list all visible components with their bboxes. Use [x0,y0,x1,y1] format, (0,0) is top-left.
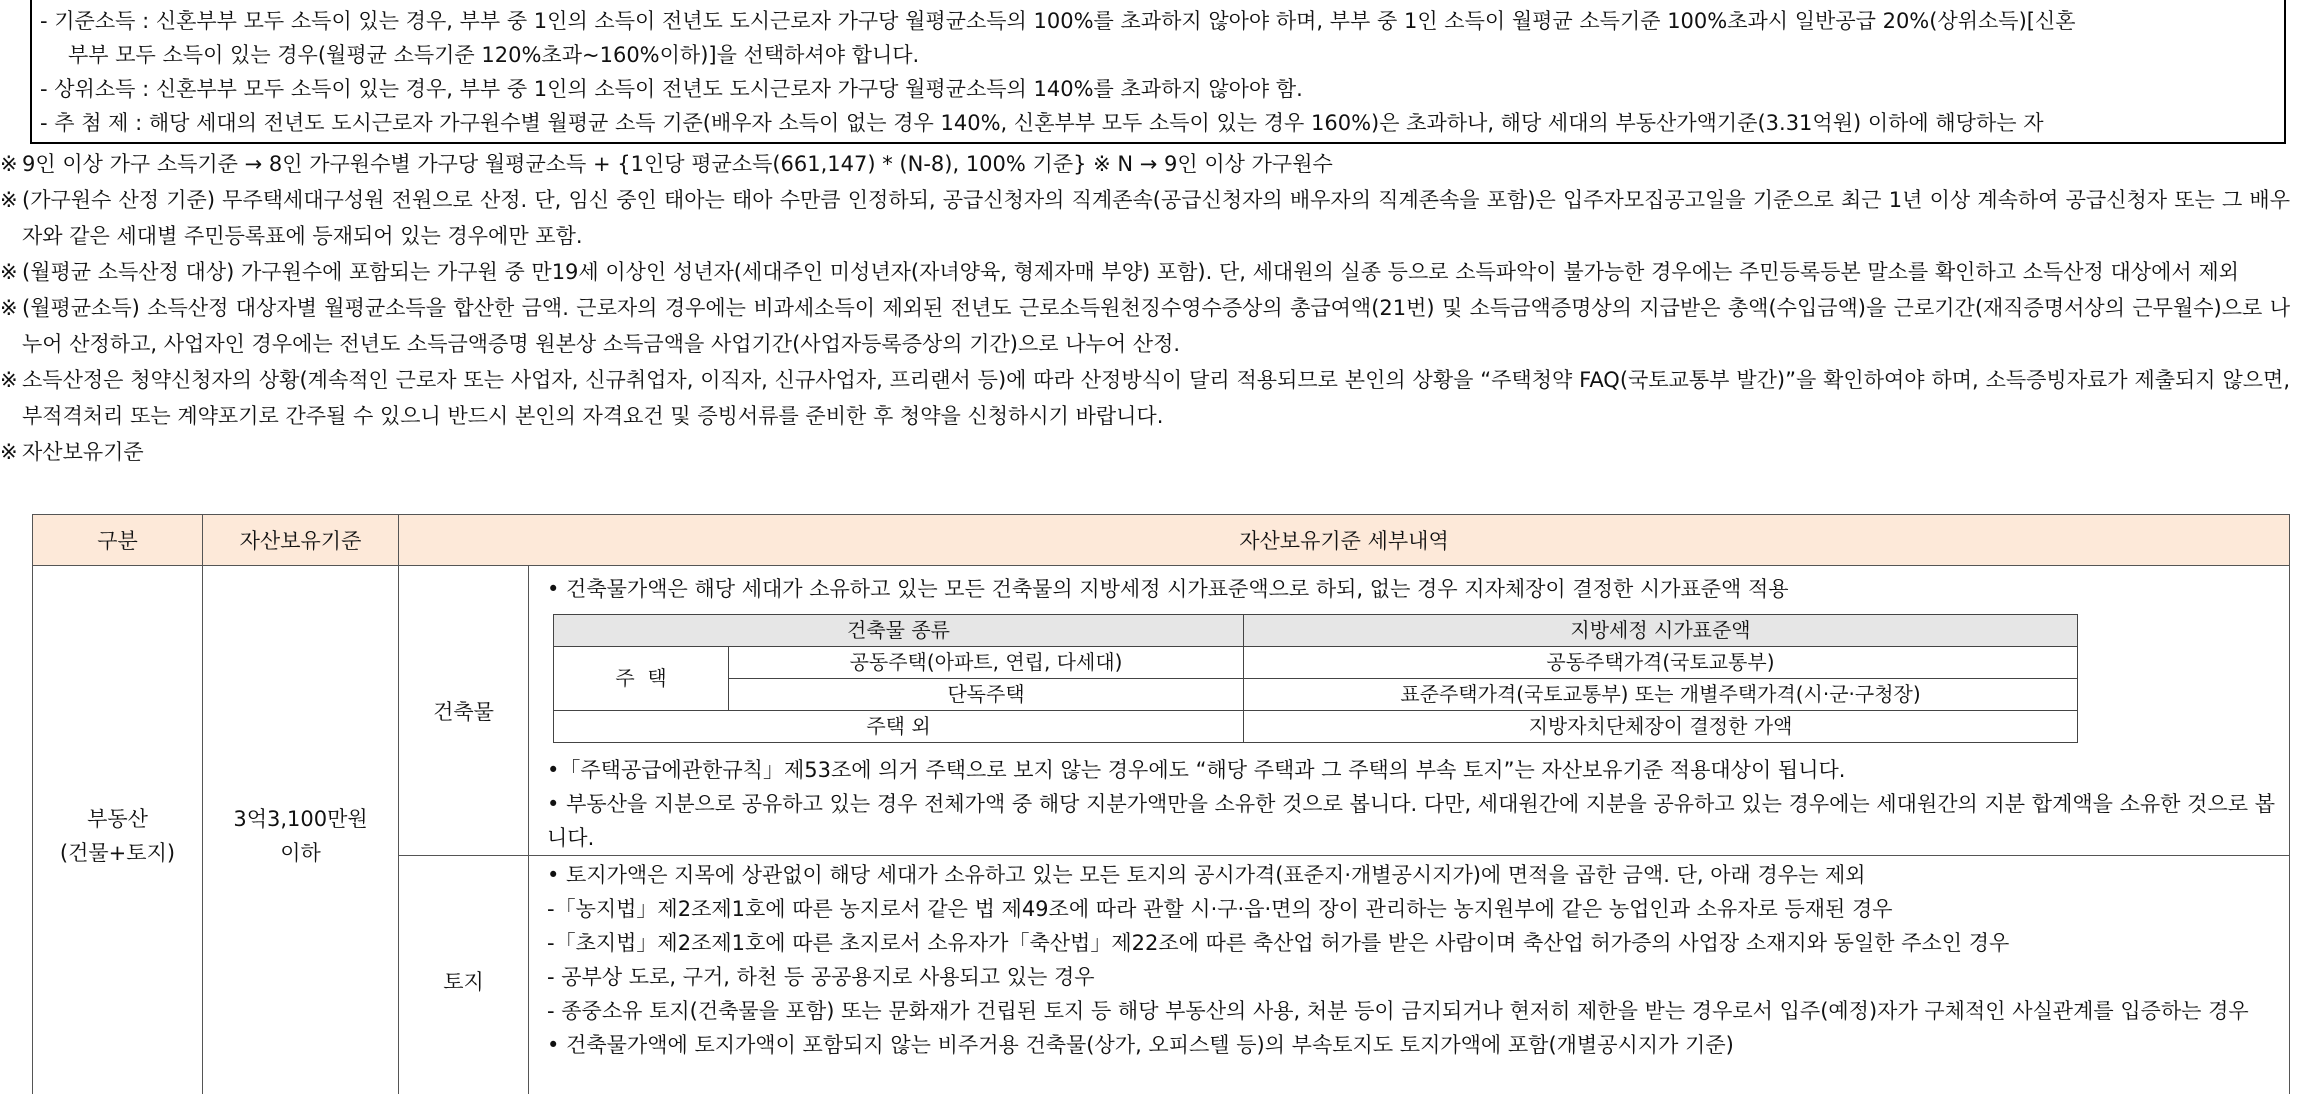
inner-row [554,647,2078,679]
inner-type: 단독주택 [729,679,1244,711]
inner-value: 표준주택가격(국토교통부) 또는 개별주택가격(시·군·구청장) [1244,679,2078,711]
land-line: • 토지가액은 지목에 상관없이 해당 세대가 소유하고 있는 모든 토지의 공시가격(표준지·개별공시지가)에 면적을 곱한 금액. 단, 아래 경우는 제외 [547,863,1866,887]
criteria-line-upper-income: - 상위소득 : 신혼부부 모두 소득이 있는 경우, 부부 중 1인의 소득이 전년도 도시근로자 가구당 월평균소득의 140%를 초과하지 않아야 함. [40,77,1303,101]
standard-cell [203,566,399,1106]
land-line: -「초지법」제2조제1호에 따른 초지로서 소유자가「축산법」제22조에 따른 축산업 허가를 받은 사람이며 축산업 허가증의 사업장 소재지와 동일한 주소인 경우 [547,931,2010,955]
inner-row [554,711,2078,743]
page-bottom-edge [0,1094,2309,1106]
note-text: (월평균소득) 소득산정 대상자별 월평균소득을 합산한 금액. 근로자의 경우에는 비과세소득이 제외된 전년도 근로소득원천징수영수증상의 총급여액(21번) 및 소득금액증명상의 지급받은 총액(수입금액)을 근로기간(재직증명서상의 근무월수)으로 나누어 산정하고, 사업자인 경우에는 전년도 소득금액증명 원본상 소득금액을 사업기간(사업자등록증상의 기간)으로 나누어 산정. [22,296,2290,356]
standard-amount: 3억3,100만원 [233,806,368,831]
criteria-line-base-income-cont: 부부 모두 소득이 있는 경우(월평균 소득기준 120%초과~160%이하)]을 선택하셔야 합니다. [68,43,920,67]
note-item [0,254,2290,290]
note-item [0,362,2290,434]
notes-list [0,146,2290,470]
land-line: -「농지법」제2조제1호에 따른 농지로서 같은 법 제49조에 따라 관할 시·구·읍·면의 장이 관리하는 농지원부에 같은 농업인과 소유자로 등재된 경우 [547,897,1893,921]
asset-standard-table [32,514,2290,1106]
income-criteria-box [30,0,2286,144]
note-mark: ※ [0,440,18,464]
building-note: • 부동산을 지분으로 공유하고 있는 경우 전체가액 중 해당 지분가액만을 소유한 것으로 봅니다. 다만, 세대원간에 지분을 공유하고 있는 경우에는 세대원간의 지분 합계액을 소유한 것으로 봅니다. [547,792,2275,850]
note-mark: ※ [0,152,18,176]
note-text: 9인 이상 가구 소득기준 → 8인 가구원수별 가구당 월평균소득 + {1인당 평균소득(661,147) * (N-8), 100% 기준} ※ N → 9인 이상 가구원수 [22,152,1333,176]
note-item [0,290,2290,362]
category-sublabel: (건물+토지) [59,840,176,865]
note-mark: ※ [0,296,18,320]
building-detail [529,566,2290,856]
header-standard: 자산보유기준 [203,515,399,566]
building-intro: • 건축물가액은 해당 세대가 소유하고 있는 모든 건축물의 지방세정 시가표준액으로 하되, 없는 경우 지자체장이 결정한 시가표준액 적용 [547,577,1789,601]
inner-header-value: 지방세정 시가표준액 [1244,615,2078,647]
inner-header-row [554,615,2078,647]
land-line: - 종중소유 토지(건축물을 포함) 또는 문화재가 건립된 토지 등 해당 부동산의 사용, 처분 등이 금지되거나 현저히 제한을 받는 경우로서 입주(예정)자가 구체적인 사실관계를 입증하는 경우 [547,999,2249,1023]
building-price-table [553,614,2078,743]
land-label: 토지 [399,856,529,1106]
category-cell [33,566,203,1106]
note-item [0,146,2290,182]
inner-value: 공동주택가격(국토교통부) [1244,647,2078,679]
asset-table-header-row [33,515,2290,566]
inner-type: 주택 외 [554,711,1244,743]
note-mark: ※ [0,260,18,284]
land-line: • 건축물가액에 토지가액이 포함되지 않는 비주거용 건축물(상가, 오피스텔 등)의 부속토지도 토지가액에 포함(개별공시지가 기준) [547,1033,1734,1057]
land-line: - 공부상 도로, 구거, 하천 등 공공용지로 사용되고 있는 경우 [547,965,1095,989]
note-item [0,434,2290,470]
note-text: (가구원수 산정 기준) 무주택세대구성원 전원으로 산정. 단, 임신 중인 태아는 태아 수만큼 인정하되, 공급신청자의 직계존속(공급신청자의 배우자의 직계존속을 포함)은 입주자모집공고일을 기준으로 최근 1년 이상 계속하여 공급신청자 또는 그 배우자와 같은 세대별 주민등록표에 등재되어 있는 경우에만 포함. [22,188,2290,248]
note-text: (월평균 소득산정 대상) 가구원수에 포함되는 가구원 중 만19세 이상인 성년자(세대주인 미성년자(자녀양육, 형제자매 부양) 포함). 단, 세대원의 실종 등으로 소득파악이 불가능한 경우에는 주민등록등본 말소를 확인하고 소득산정 대상에서 제외 [22,260,2239,284]
note-item [0,182,2290,254]
building-label: 건축물 [399,566,529,856]
inner-type: 공동주택(아파트, 연립, 다세대) [729,647,1244,679]
building-row [33,566,2290,856]
header-detail: 자산보유기준 세부내역 [399,515,2290,566]
note-text: 소득산정은 청약신청자의 상황(계속적인 근로자 또는 사업자, 신규취업자, 이직자, 신규사업자, 프리랜서 등)에 따라 산정방식이 달리 적용되므로 본인의 상황을 “주택청약 FAQ(국토교통부 발간)”을 확인하여야 하며, 소득증빙자료가 제출되지 않으면, 부적격처리 또는 계약포기로 간주될 수 있으니 반드시 본인의 자격요건 및 증빙서류를 준비한 후 청약을 신청하시기 바랍니다. [22,368,2290,428]
note-text: 자산보유기준 [22,440,144,464]
inner-value: 지방자치단체장이 결정한 가액 [1244,711,2078,743]
note-mark: ※ [0,368,18,392]
inner-header-type: 건축물 종류 [554,615,1244,647]
criteria-line-base-income: - 기준소득 : 신혼부부 모두 소득이 있는 경우, 부부 중 1인의 소득이 전년도 도시근로자 가구당 월평균소득의 100%를 초과하지 않아야 하며, 부부 중 1인 소득이 월평균 소득기준 100%초과시 일반공급 20%(상위소득)[신혼 [40,9,2076,33]
category-label: 부동산 [87,806,148,831]
note-mark: ※ [0,188,18,212]
criteria-line-lottery: - 추 첨 제 : 해당 세대의 전년도 도시근로자 가구원수별 월평균 소득 기준(배우자 소득이 없는 경우 140%, 신혼부부 모두 소득이 있는 경우 160%)은 초과하나, 해당 세대의 부동산가액기준(3.31억원) 이하에 해당하는 자 [40,111,2044,135]
header-category: 구분 [33,515,203,566]
inner-house-label: 주 택 [554,647,729,711]
building-note: •「주택공급에관한규칙」제53조에 의거 주택으로 보지 않는 경우에도 “해당 주택과 그 주택의 부속 토지”는 자산보유기준 적용대상이 됩니다. [547,758,1846,782]
inner-row [554,679,2078,711]
standard-qualifier: 이하 [280,840,321,865]
land-detail [529,856,2290,1106]
